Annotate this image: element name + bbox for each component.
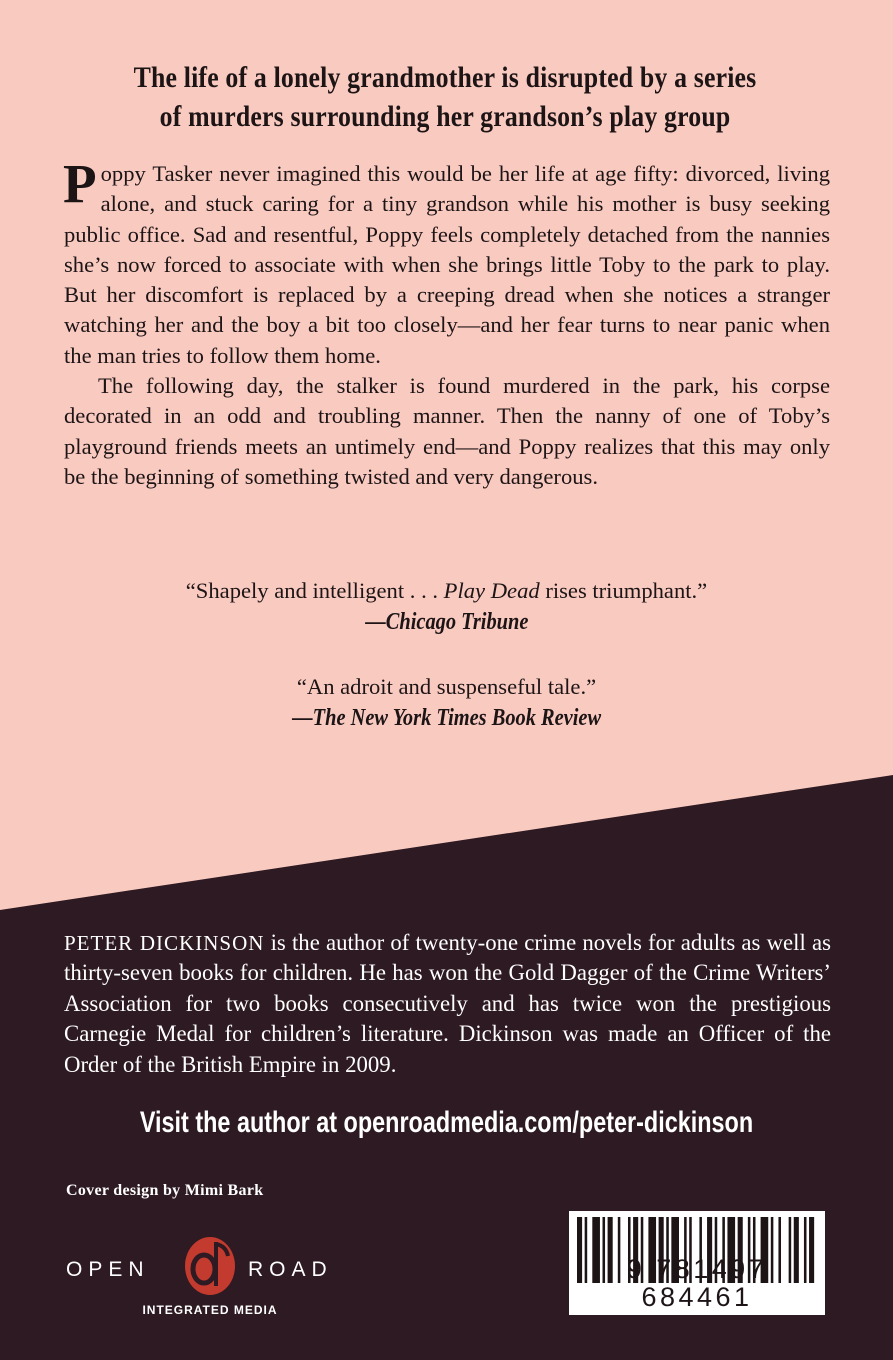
quote-1-title: Play Dead xyxy=(443,578,540,603)
review-quote-2 xyxy=(0,672,893,734)
logo-emblem-icon xyxy=(185,1237,235,1295)
author-bio-text: is the author of twenty-one crime novels for adults as well as thirty-seven books for children. He has won the Gold Dagger of the Crime Writers’ Association for two books consecutively and has twice won the prestigious Carnegie Medal for children’s literature. Dickinson was made an Officer of the Order of the British Empire in 2009. xyxy=(64,930,832,1077)
logo-tagline: INTEGRATED MEDIA xyxy=(142,1303,278,1317)
synopsis-paragraph-1-text: oppy Tasker never imagined this would be her life at age fifty: divorced, living alone, and stuck caring for a tiny grandson while his mother is busy seeking public office. Sad and resentful, Poppy feels completely detached from the nannies she’s now forced to associate with when she brings little Toby to the park to play. But her discomfort is replaced by a creeping dread when she notices a stranger watching her and the boy a bit too closely—and her fear turns to near panic when the man tries to follow them home. xyxy=(64,161,830,368)
cover-design-credit: Cover design by Mimi Bark xyxy=(66,1182,264,1199)
headline-line-2: of murders surrounding her grandson’s play group xyxy=(159,100,731,133)
drop-cap: P xyxy=(63,153,97,214)
review-quote-2-text: “An adroit and suspenseful tale.” xyxy=(296,674,597,699)
open-road-logo xyxy=(66,1236,356,1320)
headline-line-1: The life of a lonely grandmother is disrupted by a series xyxy=(133,61,757,94)
quote-1-after: rises triumphant.” xyxy=(539,578,708,603)
quote-1-before: “Shapely and intelligent . . . xyxy=(185,578,444,603)
review-quote-1-source: —Chicago Tribune xyxy=(364,609,529,635)
review-quote-2-source: —The New York Times Book Review xyxy=(292,705,601,731)
logo-word-open: OPEN xyxy=(66,1258,150,1281)
headline xyxy=(131,58,759,136)
author-website-line: Visit the author at openroadmedia.com/peter-dickinson xyxy=(139,1106,754,1139)
logo-word-road: ROAD xyxy=(248,1258,333,1281)
synopsis xyxy=(63,153,830,492)
synopsis-paragraph-1 xyxy=(63,153,830,371)
isbn-barcode xyxy=(569,1211,825,1315)
review-quote-1 xyxy=(0,576,893,638)
author-bio xyxy=(64,928,831,1080)
isbn-digits: 9 781497 684461 xyxy=(626,1254,768,1312)
synopsis-paragraph-2: The following day, the stalker is found murdered in the park, his corpse decorated in an odd and troubling manner. Then the nanny of one of Toby’s playground friends meets an untimely end—and Poppy realizes that this may only be the beginning of something twisted and very dangerous. xyxy=(64,373,830,489)
review-quote-1-text xyxy=(0,576,893,606)
author-name: PETER DICKINSON xyxy=(64,931,265,955)
